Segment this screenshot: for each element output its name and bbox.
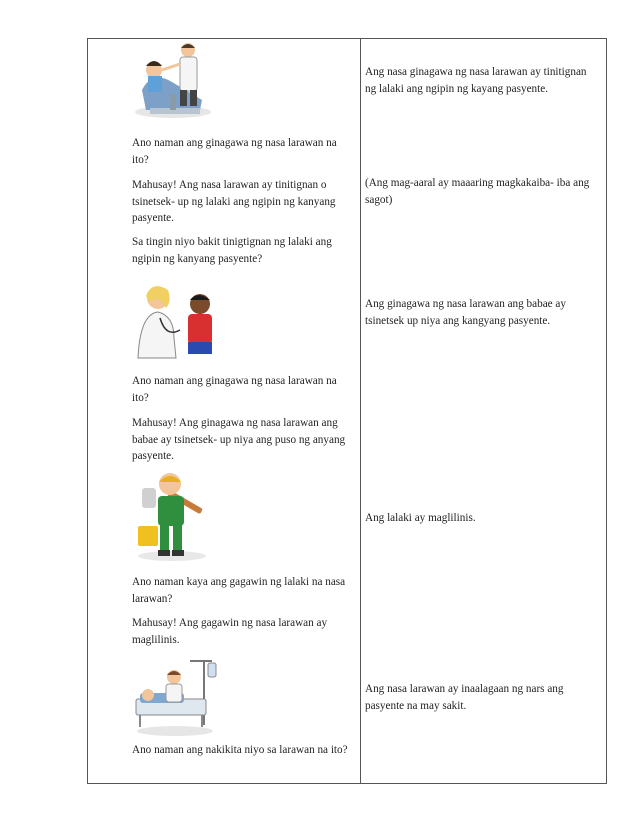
response-4: Ang nasa larawan ay inaalagaan ng nars ang pasyente na may sakit. (365, 683, 564, 712)
question-1b: Sa tingin niyo bakit tinigtignan ng lalaki ang ngipin ng kanyang pasyente? (132, 236, 332, 265)
question-3: Ano naman kaya ang gagawin ng lalaki na nasa larawan? (132, 576, 346, 605)
doctor-illustration-icon (132, 278, 216, 362)
question-1: Ano naman ang ginagawa ng nasa larawan na ito? (132, 137, 337, 166)
response-3: Ang lalaki ay maglilinis. (365, 512, 476, 524)
cleaner-illustration-icon (130, 470, 214, 562)
response-2: Ang ginagawa ng nasa larawan ang babae ay tsinetsek up niya ang kangyang pasyente. (365, 298, 566, 327)
answer-2: Mahusay! Ang ginagawa ng nasa larawan ang babae ay tsinetsek- up niya ang puso ng anyang pasyente. (132, 417, 346, 462)
question-2: Ano naman ang ginagawa ng nasa larawan na ito? (132, 375, 337, 404)
response-1: Ang nasa ginagawa ng nasa larawan ay tinitignan ng lalaki ang ngipin ng kayang pasyente. (365, 66, 587, 95)
answer-3: Mahusay! Ang gagawin ng nasa larawan ay maglilinis. (132, 617, 328, 646)
answer-1: Mahusay! Ang nasa larawan ay tinitignan o tsinetsek- up ng lalaki ang ngipin ng kanyang pasyente. (132, 179, 336, 224)
dentist-illustration-icon (132, 40, 214, 120)
question-4: Ano naman ang nakikita niyo sa larawan na ito? (132, 744, 348, 756)
column-divider (360, 38, 361, 784)
nurse-patient-illustration-icon (132, 655, 218, 737)
response-1b: (Ang mag-aaral ay maaaring magkakaiba- iba ang sagot) (365, 177, 590, 206)
